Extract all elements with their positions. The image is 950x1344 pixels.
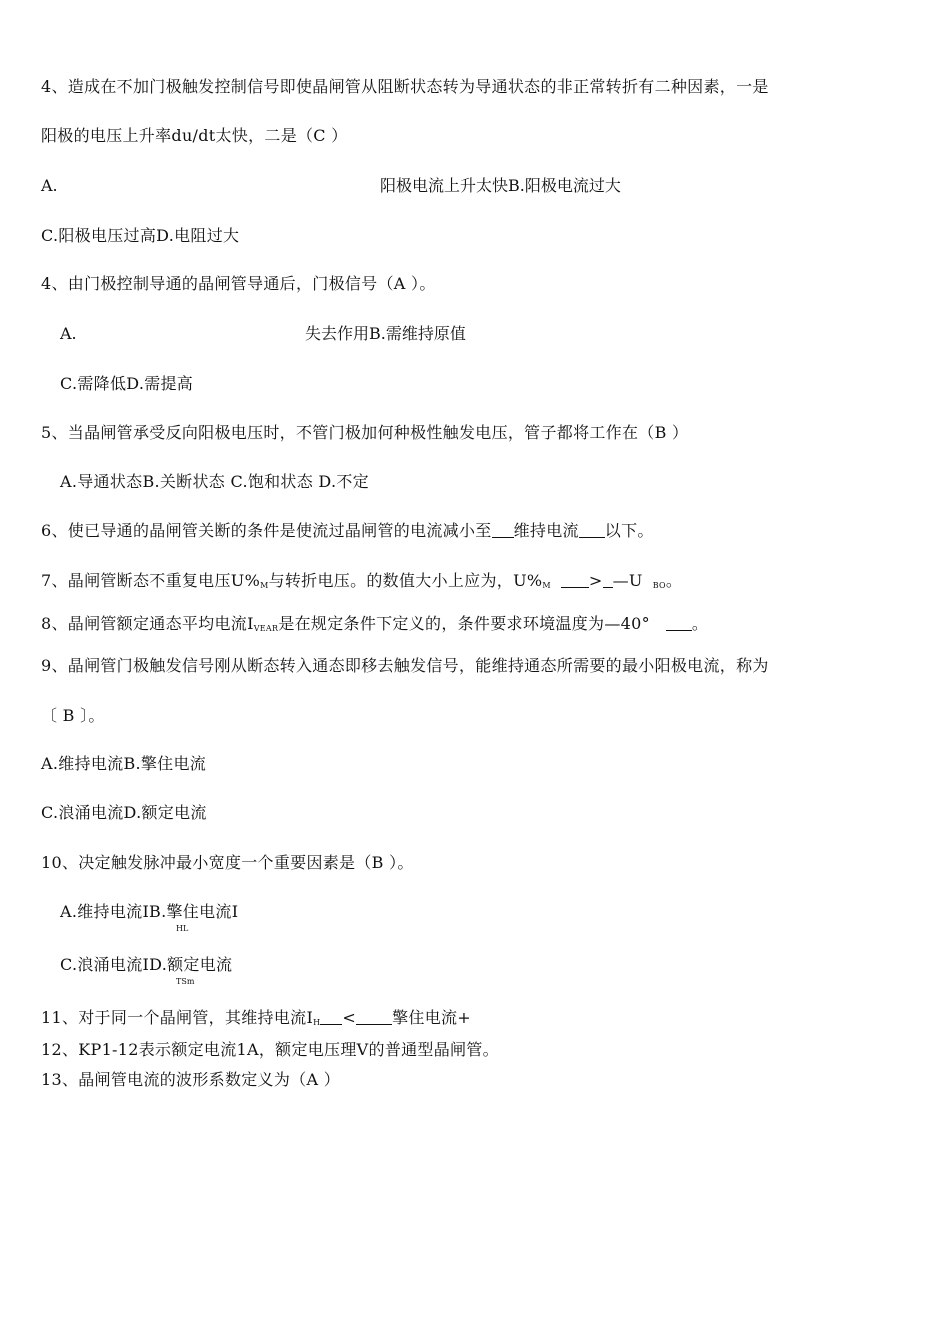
question-5-line1: 5、当晶闸管承受反向阳极电压时，不管门极加何种极性触发电压，管子都将工作在（B ） (41, 423, 689, 442)
blank-line (666, 616, 692, 631)
subscript: HL (176, 924, 189, 933)
question-6-answer: 维持电流 (513, 521, 579, 540)
question-10-options-cd: C.浪涌电流ID.额定电流 (60, 955, 233, 974)
question-6-tail: 以下。 (604, 521, 654, 540)
question-7-text: 7、晶闸管断态不重复电压U% (41, 571, 261, 590)
subscript: M (542, 581, 551, 590)
question-7 (41, 570, 682, 597)
blank-line (579, 523, 605, 538)
question-7-answer: > (588, 571, 603, 590)
question-6-text: 6、使已导通的晶闸管关断的条件是使流过晶闸管的电流减小至 (41, 521, 492, 540)
blank-line (356, 1010, 392, 1025)
question-10-options-ab: A.维持电流IB.擎住电流I (60, 902, 239, 921)
subscript: M (260, 581, 269, 590)
question-13: 13、晶闸管电流的波形系数定义为（A ） (41, 1070, 341, 1089)
blank-line (320, 1010, 342, 1025)
question-10-line1: 10、决定触发脉冲最小宽度一个重要因素是（B ）。 (41, 853, 414, 872)
question-5-options: A.导通状态B.关断状态 C.饱和状态 D.不定 (60, 472, 369, 491)
question-6 (41, 520, 654, 542)
subscript: TSm (176, 977, 195, 986)
blank-line (561, 573, 589, 588)
question-8-end: 。 (691, 614, 709, 633)
question-4b-options-cd: C.需降低D.需提高 (60, 374, 194, 393)
question-8-mid: 是在规定条件下定义的，条件要求环境温度为—40° (278, 614, 650, 633)
question-4b-line1: 4、由门极控制导通的晶闸管导通后，门极信号（A ）。 (41, 274, 436, 293)
question-4a-option-a-label: A. (41, 176, 58, 195)
question-4a-line2: 阳极的电压上升率du/dt太快，二是（C ） (41, 126, 348, 145)
question-11 (41, 1007, 471, 1034)
question-8 (41, 613, 708, 640)
subscript: VEAR (253, 624, 279, 633)
question-7-tail: —U (612, 571, 643, 590)
blank-line (492, 523, 514, 538)
question-12: 12、KP1-12表示额定电流1A，额定电压理V的普通型晶闸管。 (41, 1040, 499, 1059)
question-9-options-cd: C.浪涌电流D.额定电流 (41, 803, 207, 822)
question-9-line1: 9、晶闸管门极触发信号刚从断态转入通态即移去触发信号，能维持通态所需要的最小阳极电流，称为 (41, 656, 769, 675)
question-9-line2: 〔 B 〕。 (41, 706, 105, 725)
question-7-end: 。 (665, 571, 683, 590)
blank-line (603, 573, 613, 588)
question-4a-options-ab: 阳极电流上升太快B.阳极电流过大 (380, 176, 621, 195)
question-4b-options-ab: 失去作用B.需维持原值 (305, 324, 466, 343)
question-8-text: 8、晶闸管额定通态平均电流I (41, 614, 254, 633)
question-4b-option-a-label: A. (60, 324, 77, 343)
question-11-text: 11、对于同一个晶闸管，其维持电流I (41, 1008, 314, 1027)
question-11-tail: 擎住电流+ (392, 1008, 472, 1027)
question-11-answer: < (342, 1008, 357, 1027)
subscript: BO (652, 581, 666, 590)
subscript: H (313, 1018, 321, 1027)
question-7-mid: 与转折电压。的数值大小上应为，U% (268, 571, 543, 590)
question-9-options-ab: A.维持电流B.擎住电流 (41, 754, 207, 773)
question-4a-options-cd: C.阳极电压过高D.电阻过大 (41, 226, 240, 245)
question-4a-line1: 4、造成在不加门极触发控制信号即使晶闸管从阻断状态转为导通状态的非正常转折有二种因素，一是 (41, 77, 769, 96)
